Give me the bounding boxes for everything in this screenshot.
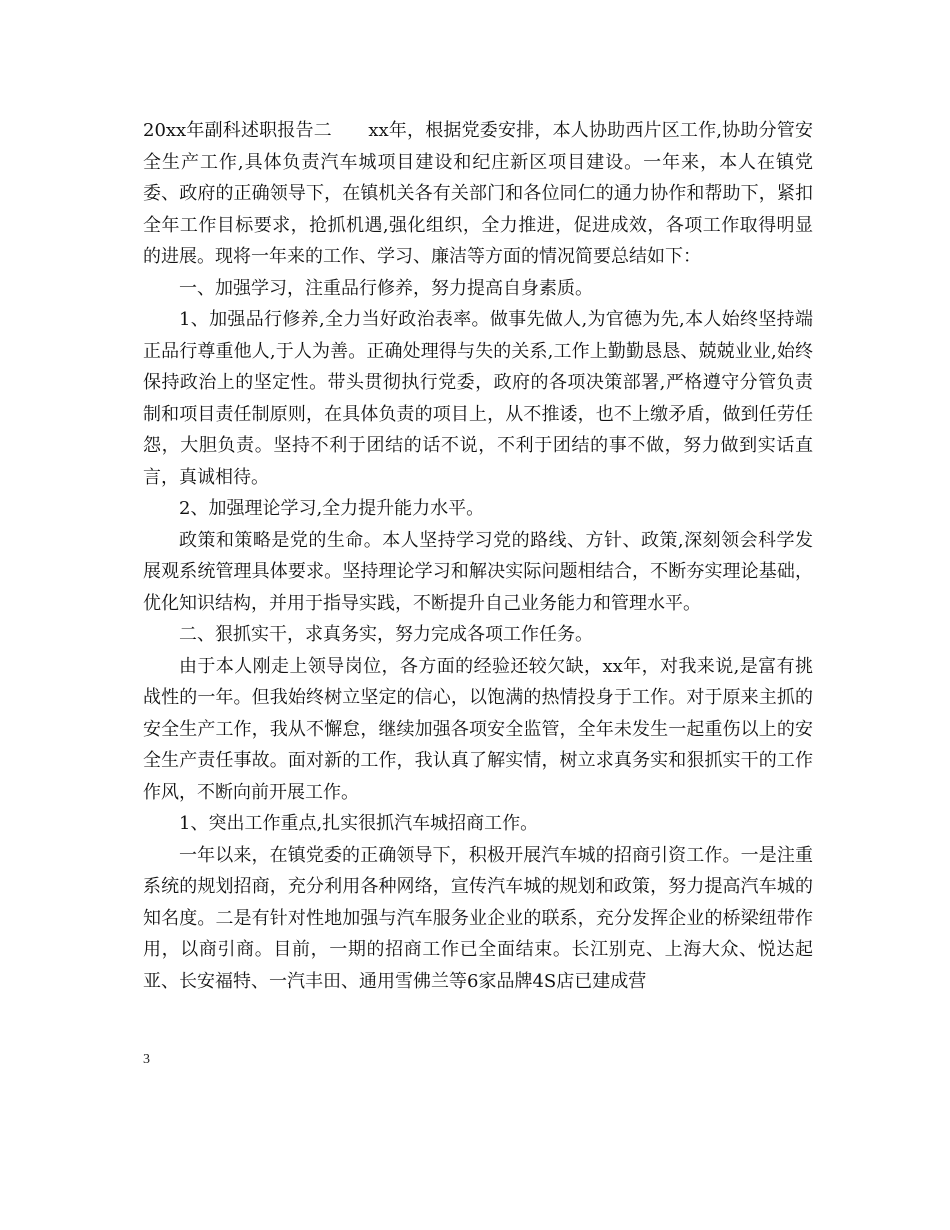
subsection-heading-2-1: 1、突出工作重点,扎实很抓汽车城招商工作。	[179, 813, 539, 834]
paragraph-investment: 一年以来，在镇党委的正确领导下，积极开展汽车城的招商引资工作。一是注重系统的规划招商，充分利用各种网络，宣传汽车城的规划和政策，努力提高汽车城的知名度。二是有针对性地加强与汽车服务业企业的联系，充分发挥企业的桥梁纽带作用，以商引商。目前，一期的招商工作已全面结束。长江别克、上海大众、悦达起亚、长安福特、一汽丰田、通用雪佛兰等6家品牌4S店已建成营	[143, 844, 813, 992]
document-body	[143, 115, 813, 997]
section-heading-1: 一、加强学习，注重品行修养，努力提高自身素质。	[179, 277, 593, 299]
subsection-heading-1-2: 2、加强理论学习,全力提升能力水平。	[179, 498, 485, 519]
paragraph-work-attitude: 由于本人刚走上领导岗位，各方面的经验还较欠缺，xx年，对我来说,是富有挑战性的一年。但我始终树立坚定的信心，以饱满的热情投身于工作。对于原来主抓的安全生产工作，我从不懈怠，继续加强各项安全监管，全年未发生一起重伤以上的安全生产责任事故。面对新的工作，我认真了解实情，树立求真务实和狠抓实干的工作作风，不断向前开展工作。	[143, 655, 813, 803]
page-number: 3	[143, 1052, 150, 1067]
paragraph-intro: 20xx年副科述职报告二 xx年，根据党委安排，本人协助西片区工作,协助分管安全生产工作,具体负责汽车城项目建设和纪庄新区项目建设。一年来，本人在镇党委、政府的正确领导下，在镇机关各有关部门和各位同仁的通力协作和帮助下，紧扣全年工作目标要求，抢抓机遇,强化组织，全力推进，促进成效，各项工作取得明显的进展。现将一年来的工作、学习、廉洁等方面的情况简要总结如下：	[143, 120, 813, 267]
paragraph-theory-study: 政策和策略是党的生命。本人坚持学习党的路线、方针、政策,深刻领会科学发展观系统管理具体要求。坚持理论学习和解决实际问题相结合，不断夯实理论基础，优化知识结构，并用于指导实践，不断提升自己业务能力和管理水平。	[143, 529, 813, 614]
section-heading-2: 二、狠抓实干，求真务实，努力完成各项工作任务。	[179, 624, 593, 645]
subsection-heading-1-1: 1、加强品行修养,全力当好政治表率。做事先做人,为官德为先,本人始终坚持端正品行尊重他人,于人为善。正确处理得与失的关系,工作上勤勤恳恳、兢兢业业,始终保持政治上的坚定性。带头贯彻执行党委，政府的各项决策部署,严格遵守分管负责制和项目责任制原则，在具体负责的项目上，从不推诿，也不上缴矛盾，做到任劳任怨，大胆负责。坚持不利于团结的话不说，不利于团结的事不做，努力做到实话直言，真诚相待。	[143, 309, 813, 488]
